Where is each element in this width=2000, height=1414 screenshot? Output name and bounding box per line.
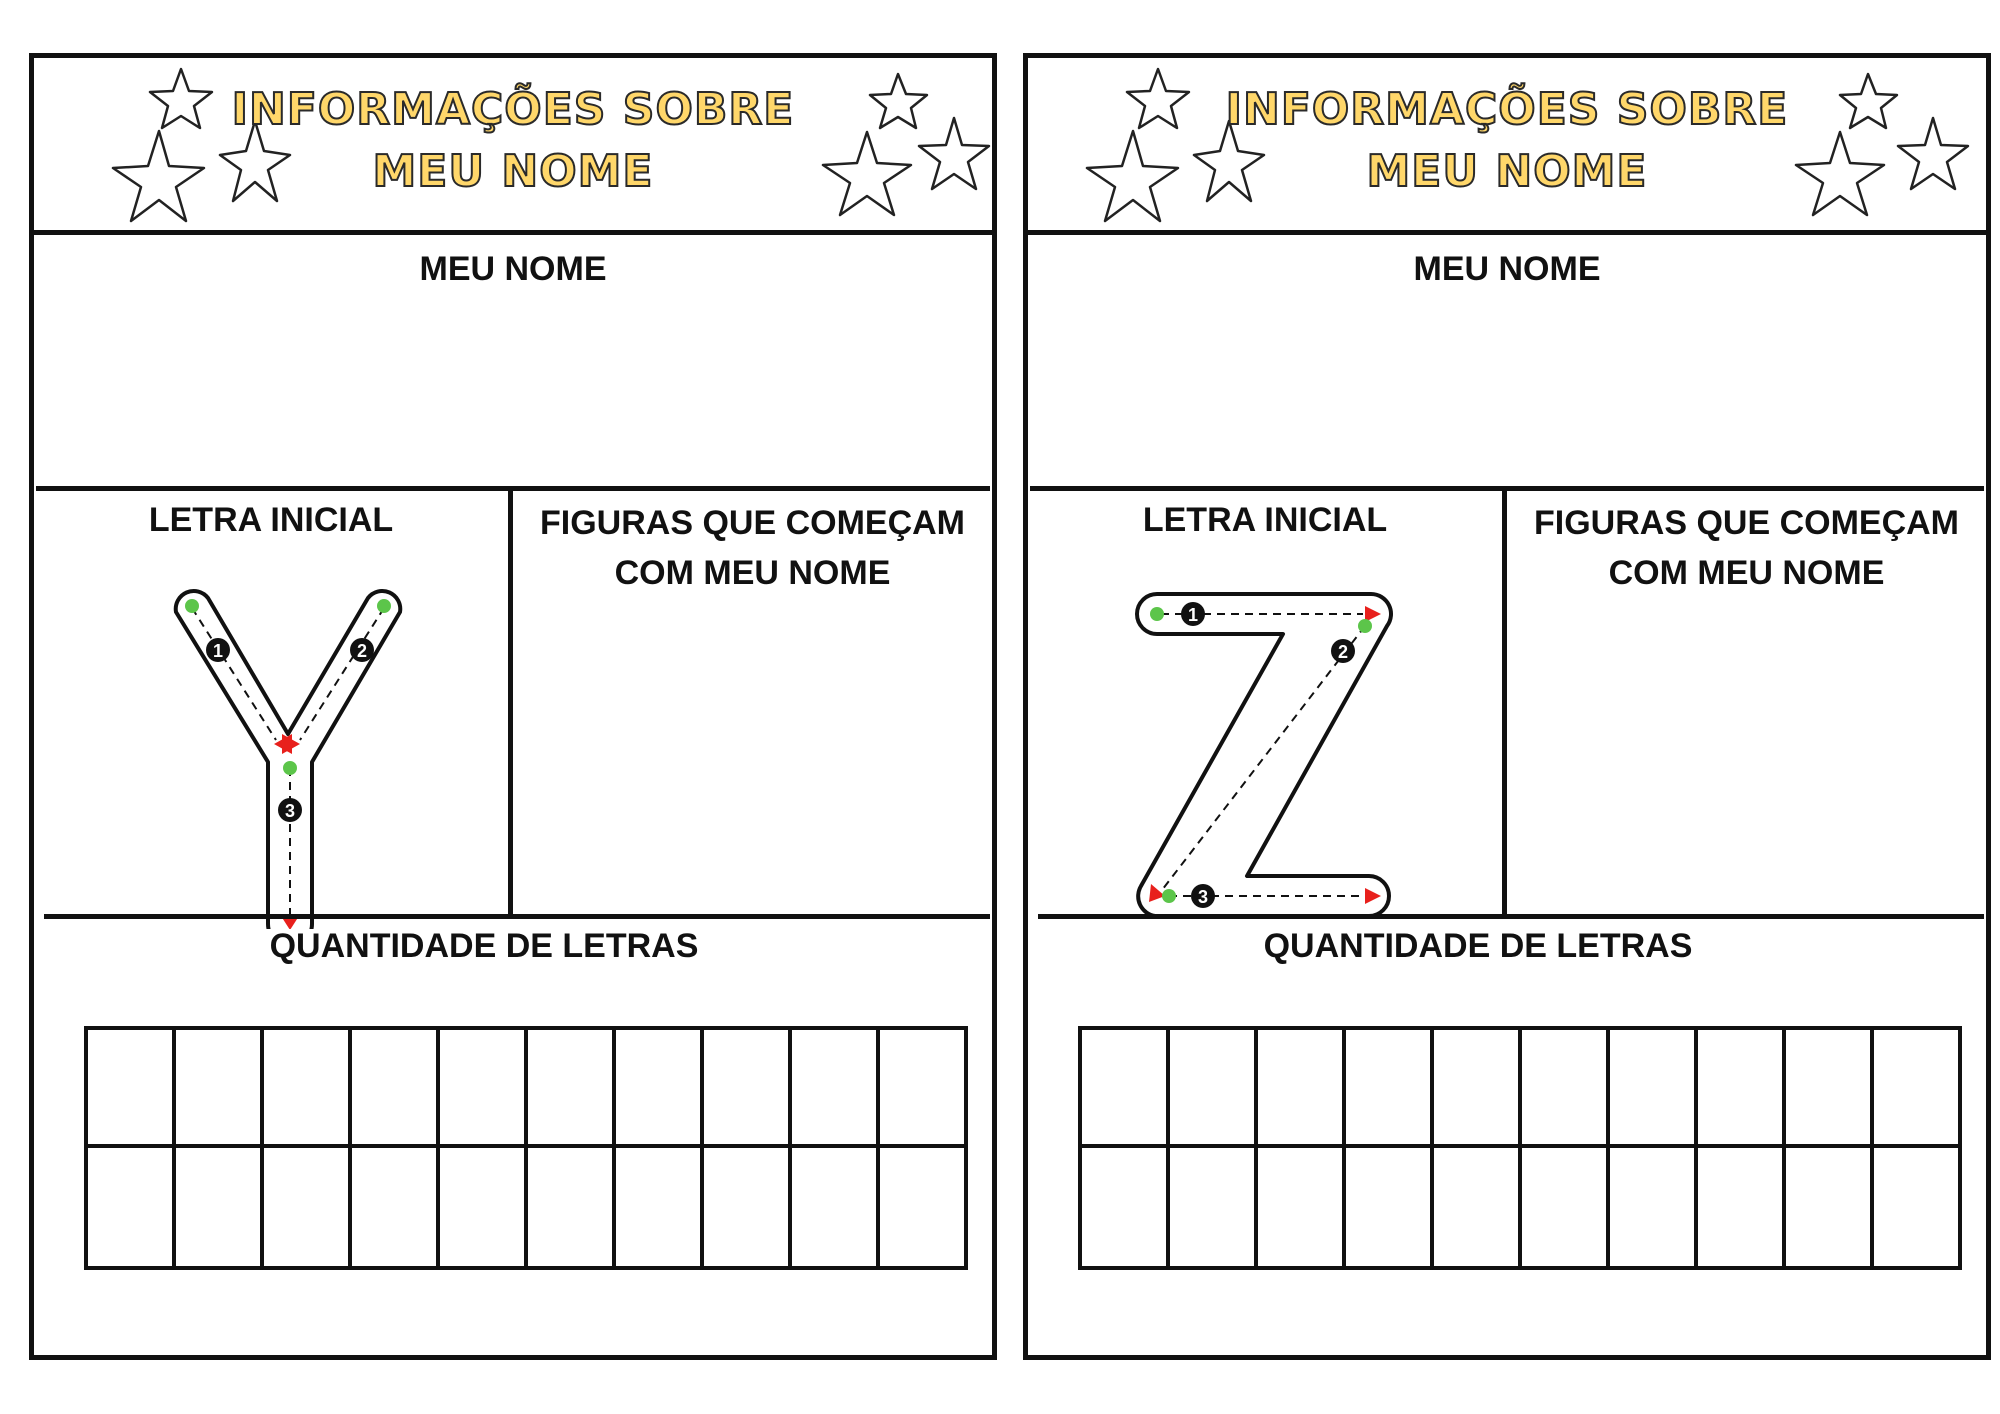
figures-label-line-1: FIGURAS QUE COMEÇAM	[1534, 504, 1959, 542]
start-dot-icon	[1150, 607, 1164, 621]
divider	[1030, 486, 1984, 491]
letter-z-tracing	[1133, 584, 1423, 929]
figures-drawing-area[interactable]	[1518, 608, 1968, 898]
figures-drawing-area[interactable]	[524, 608, 974, 898]
start-dot-icon	[185, 599, 199, 613]
sheet-header	[1028, 58, 1986, 230]
start-dot-icon	[1358, 619, 1372, 633]
start-dot-icon	[377, 599, 391, 613]
header-title-line-1: INFORMAÇÕES SOBRE	[231, 84, 795, 135]
stroke-number-3: 3	[1197, 887, 1209, 907]
figures-label-line-1: FIGURAS QUE COMEÇAM	[540, 504, 965, 542]
stroke-number-2: 2	[356, 641, 368, 661]
letter-count-grid	[1078, 1026, 1962, 1275]
stroke-number-1: 1	[212, 641, 224, 661]
stroke-number-2: 2	[1337, 642, 1349, 662]
header-title-line-1: INFORMAÇÕES SOBRE	[1225, 84, 1789, 135]
letter-count-label: QUANTIDADE DE LETRAS	[1263, 927, 1693, 965]
divider	[1038, 914, 1984, 919]
start-dot-icon	[1162, 889, 1176, 903]
start-dot-icon	[283, 761, 297, 775]
divider	[36, 486, 990, 491]
name-label: MEU NOME	[1413, 250, 1601, 288]
figures-label-line-2: COM MEU NOME	[614, 554, 891, 592]
initial-letter-label: LETRA INICIAL	[148, 501, 394, 539]
worksheet-z	[1023, 53, 1991, 1360]
divider	[34, 230, 992, 235]
divider	[44, 914, 990, 919]
worksheet-y	[29, 53, 997, 1360]
header-title-line-2: MEU NOME	[372, 146, 654, 197]
name-writing-area[interactable]	[54, 298, 972, 488]
stroke-number-1: 1	[1187, 605, 1199, 625]
initial-letter-label: LETRA INICIAL	[1142, 501, 1388, 539]
name-writing-area[interactable]	[1048, 298, 1966, 488]
letter-count-label: QUANTIDADE DE LETRAS	[269, 927, 699, 965]
stroke-number-3: 3	[284, 801, 296, 821]
letter-y-tracing	[154, 584, 444, 929]
divider	[1028, 230, 1986, 235]
name-label: MEU NOME	[419, 250, 607, 288]
header-title-line-2: MEU NOME	[1366, 146, 1648, 197]
sheet-header	[34, 58, 992, 230]
figures-label-line-2: COM MEU NOME	[1608, 554, 1885, 592]
letter-count-grid	[84, 1026, 968, 1275]
